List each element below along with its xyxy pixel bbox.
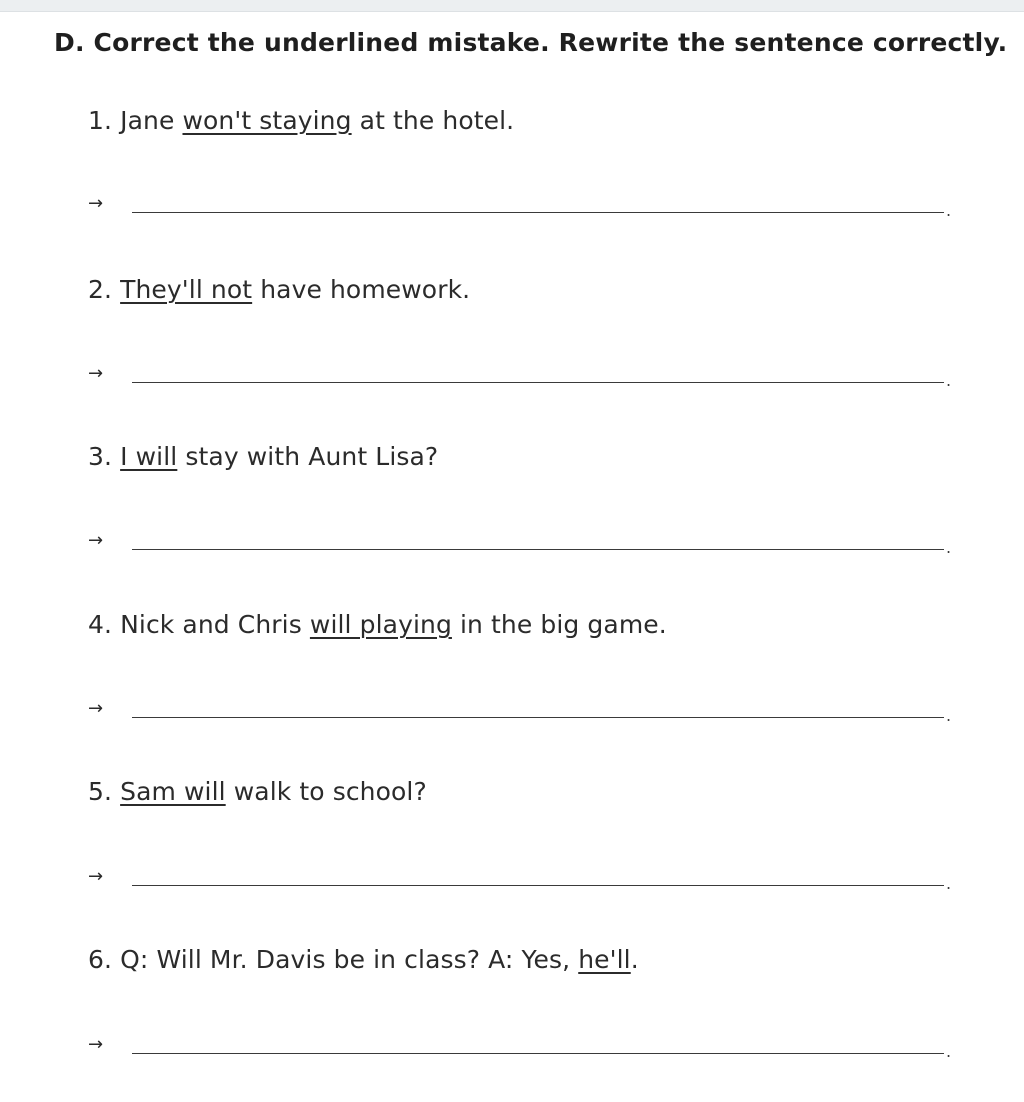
answer-end-mark: .: [946, 706, 952, 725]
item-number: 6.: [88, 945, 113, 974]
exercise-item-4: [88, 610, 667, 639]
item-text-before: Nick and Chris: [120, 610, 310, 639]
item-text-before: Jane: [120, 106, 183, 135]
underlined-mistake: Sam will: [120, 777, 226, 806]
arrow-icon: →: [88, 363, 104, 384]
arrow-icon: →: [88, 1034, 104, 1055]
item-number: 2.: [88, 275, 113, 304]
answer-end-mark: .: [946, 538, 952, 557]
item-number: 4.: [88, 610, 113, 639]
answer-end-mark: .: [946, 1042, 952, 1061]
answer-blank[interactable]: [132, 717, 944, 718]
item-number: 3.: [88, 442, 113, 471]
answer-line-5[interactable]: [88, 864, 968, 894]
answer-line-4[interactable]: [88, 696, 968, 726]
answer-end-mark: .: [946, 874, 952, 893]
exercise-item-6: [88, 945, 639, 974]
section-heading: D. Correct the underlined mistake. Rewrite the sentence correctly.: [54, 28, 1008, 57]
underlined-mistake: They'll not: [120, 275, 253, 304]
page-top-bar: [0, 0, 1024, 12]
answer-blank[interactable]: [132, 549, 944, 550]
arrow-icon: →: [88, 193, 104, 214]
item-text-after: in the big game.: [451, 610, 667, 639]
answer-end-mark: .: [946, 371, 952, 390]
underlined-mistake: he'll: [578, 945, 631, 974]
answer-blank[interactable]: [132, 382, 944, 383]
item-number: 1.: [88, 106, 113, 135]
underlined-mistake: will playing: [309, 610, 452, 639]
answer-blank[interactable]: [132, 212, 944, 213]
arrow-icon: →: [88, 698, 104, 719]
answer-line-2[interactable]: [88, 361, 968, 391]
item-text-after: walk to school?: [225, 777, 427, 806]
item-text-after: stay with Aunt Lisa?: [177, 442, 439, 471]
item-text-before: Q: Will Mr. Davis be in class? A: Yes,: [120, 945, 579, 974]
item-text-after: have homework.: [252, 275, 471, 304]
underlined-mistake: won't staying: [182, 106, 352, 135]
item-text-after: .: [630, 945, 639, 974]
answer-blank[interactable]: [132, 1053, 944, 1054]
arrow-icon: →: [88, 530, 104, 551]
exercise-item-5: [88, 777, 427, 806]
exercise-item-3: [88, 442, 438, 471]
underlined-mistake: I will: [120, 442, 178, 471]
exercise-item-1: [88, 106, 514, 135]
item-number: 5.: [88, 777, 113, 806]
item-text-after: at the hotel.: [351, 106, 515, 135]
answer-line-3[interactable]: [88, 528, 968, 558]
answer-blank[interactable]: [132, 885, 944, 886]
answer-line-1[interactable]: [88, 191, 968, 221]
answer-end-mark: .: [946, 201, 952, 220]
arrow-icon: →: [88, 866, 104, 887]
answer-line-6[interactable]: [88, 1032, 968, 1062]
exercise-item-2: [88, 275, 470, 304]
